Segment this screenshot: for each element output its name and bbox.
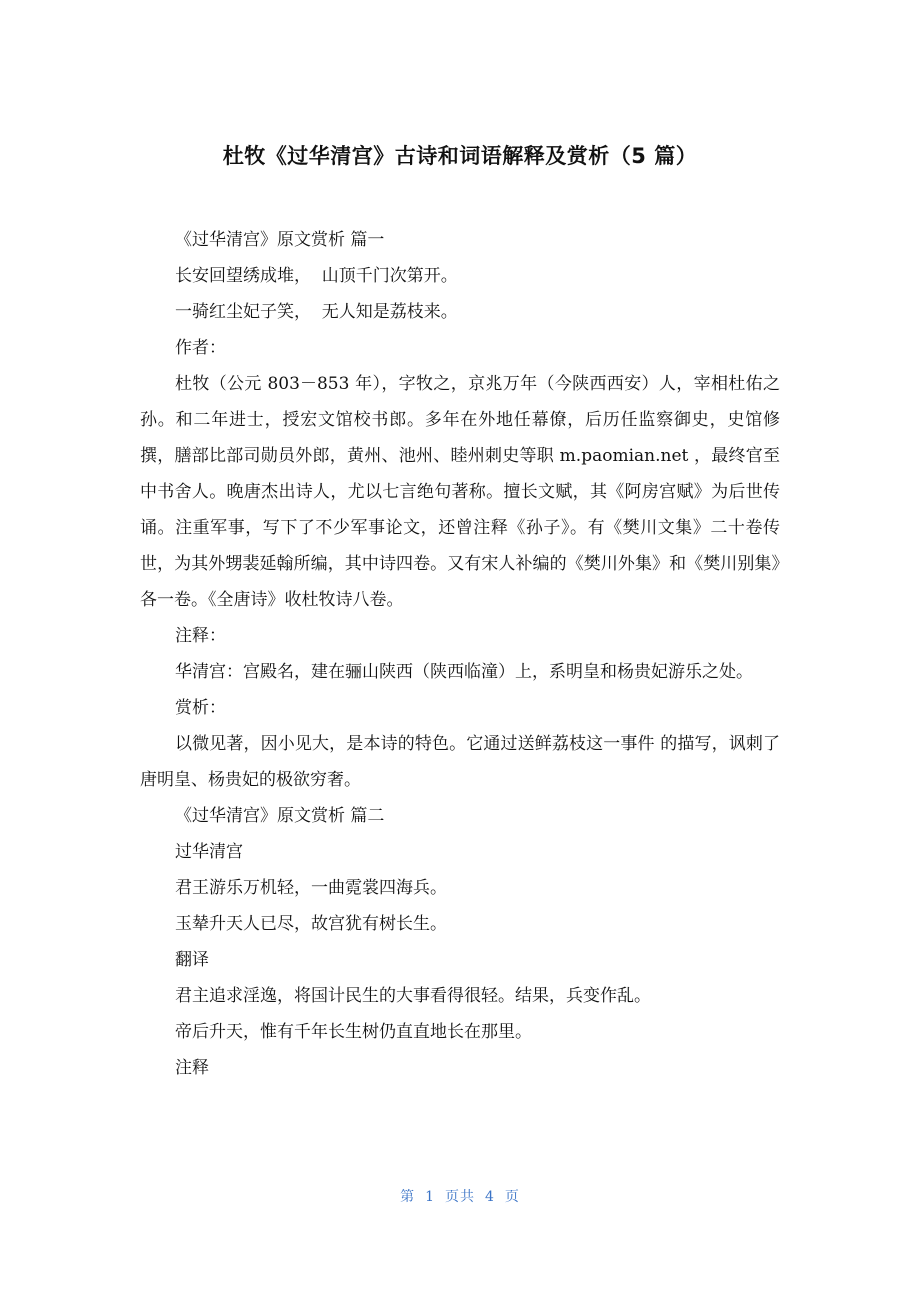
footer-page-total: 4 <box>485 1189 495 1205</box>
poem-line-1: 长安回望绣成堆， 山顶千门次第开。 <box>175 266 458 286</box>
notes-label-2: 注释 <box>175 1058 209 1078</box>
page-footer <box>0 1186 920 1206</box>
poem-line-3: 君王游乐万机轻，一曲霓裳四海兵。 <box>175 878 447 898</box>
document-title: 杜牧《过华清宫》古诗和词语解释及赏析（5 篇） <box>222 144 698 168</box>
poem-title: 过华清宫 <box>175 842 243 862</box>
notes-label: 注释： <box>175 626 226 646</box>
document-body <box>140 222 780 1086</box>
translation-label: 翻译 <box>175 950 209 970</box>
footer-mid: 页共 <box>445 1189 475 1205</box>
appreciation-text: 以微见著，因小见大，是本诗的特色。它通过送鲜荔枝这一事件 的描写，讽刺了唐明皇、杨贵妃的极欲穷奢。 <box>140 734 780 790</box>
footer-page-number: 1 <box>425 1189 435 1205</box>
notes-text: 华清宫：宫殿名，建在骊山陕西（陕西临潼）上，系明皇和杨贵妃游乐之处。 <box>175 662 753 682</box>
appreciation-label: 赏析： <box>175 698 226 718</box>
translation-line-1: 君主追求淫逸，将国计民生的大事看得很轻。结果，兵变作乱。 <box>175 986 651 1006</box>
author-bio: 杜牧（公元 803－853 年），字牧之，京兆万年（今陕西西安）人，宰相杜佑之孙。和二年进士，授宏文馆校书郎。多年在外地任幕僚，后历任监察御史，史馆修撰，膳部比部司勋员外郎，黄州、池州、睦州刺史等职 m.paomian.net ，最终官至中书舍人。晚唐杰出诗人，尤以七言绝句著称。擅长文赋，其《阿房宫赋》为后世传诵。注重军事，写下了不少军事论文，还曾注释《孙子》。有《樊川文集》二十卷传世，为其外甥裴延翰所编，其中诗四卷。又有宋人补编的《樊川外集》和《樊川别集》各一卷。《全唐诗》收杜牧诗八卷。 <box>140 374 780 610</box>
translation-line-2: 帝后升天，惟有千年长生树仍直直地长在那里。 <box>175 1022 532 1042</box>
section-heading-2: 《过华清宫》原文赏析 篇二 <box>175 806 385 826</box>
section-heading-1: 《过华清宫》原文赏析 篇一 <box>175 230 385 250</box>
footer-prefix: 第 <box>400 1189 416 1205</box>
poem-line-4: 玉辇升天人已尽，故宫犹有树长生。 <box>175 914 447 934</box>
author-label: 作者： <box>175 338 226 358</box>
footer-suffix: 页 <box>504 1189 520 1205</box>
poem-line-2: 一骑红尘妃子笑， 无人知是荔枝来。 <box>175 302 458 322</box>
